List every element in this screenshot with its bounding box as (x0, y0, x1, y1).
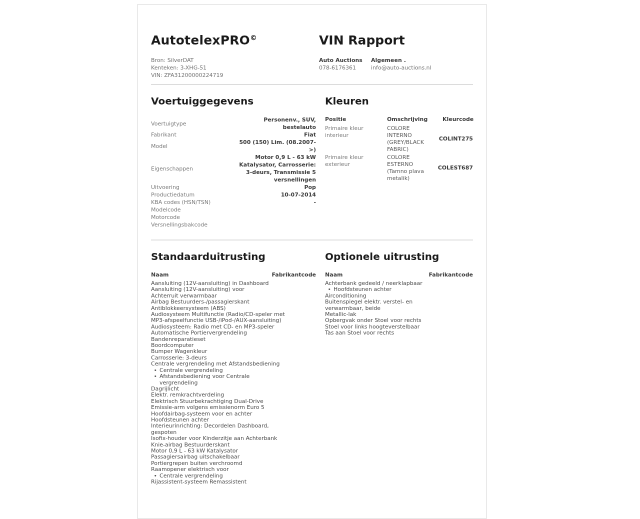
standard-code-header: Fabrikantcode (271, 271, 316, 278)
equipment-name: Hoofdairbag-systeem voor en achter (151, 410, 253, 417)
vehicle-field-row (151, 184, 316, 192)
equipment-name: Opbergvak onder Stoel voor rechts (325, 317, 422, 324)
meta-license-plate: Kenteken: 3-XHG-51 (151, 64, 207, 71)
color-table-row (325, 154, 473, 182)
color-table-body (325, 125, 473, 182)
equipment-item (151, 312, 316, 324)
equipment-name: Airconditioning (325, 292, 367, 299)
field-label: Versnellingsbakcode (151, 221, 208, 228)
equipment-item (325, 330, 473, 336)
field-label: Voertuigtype (151, 120, 187, 127)
vehicle-data-section (151, 95, 316, 229)
field-value: Motor 0,9 L - 63 kW Katalysator, Carrosserie: 3-deurs, Transmissie 5 versnellingen (239, 154, 316, 183)
optional-name-header: Naam (325, 271, 343, 278)
equipment-name: Automatische Portiervergrendeling (151, 329, 247, 337)
equipment-sub-text: Afstandsbediening voor Centrale vergrendeling (159, 373, 250, 386)
vehicle-field-row (151, 131, 316, 139)
equipment-name: Portiergrepen buiten verchroomd (151, 459, 243, 467)
equipment-name: Buitenspiegel elektr. verstel- en verwarmbaar, beide (325, 298, 413, 312)
standard-equipment-section (151, 251, 316, 486)
report-header (151, 33, 473, 79)
brand-logo-text (151, 33, 319, 48)
equipment-name: Boordcomputer (151, 342, 194, 349)
equipment-name: Antiblokkeersysteem (ABS) (151, 304, 226, 312)
field-value: Fiat (304, 131, 316, 138)
field-value: Pop (304, 184, 316, 191)
field-label: Eigenschappen (151, 165, 193, 172)
equipment-name: Dagrijlicht (151, 385, 180, 392)
equipment-name: Hoofdsteunen achter (151, 416, 209, 423)
equipment-item (151, 467, 316, 479)
color-table-header (325, 116, 473, 123)
contact-department: Algemeen . (371, 57, 406, 64)
color-description: COLORE ESTERNO (Tamno plava metalik) (387, 154, 424, 182)
vehicle-field-row (151, 214, 316, 222)
vehicle-field-row (151, 154, 316, 184)
contact-email: info@auto-auctions.nl (371, 64, 432, 71)
contact-phone: 078-6176361 (319, 64, 356, 71)
equipment-name: Isofix-houder voor Kinderzitje aan Achterbank (151, 435, 278, 442)
equipment-name: Elektr. remkrachtverdeling (151, 391, 225, 399)
bullet-icon: • (153, 373, 157, 380)
equipment-name: Achterruit verwarmbaar (151, 292, 217, 299)
equipment-name: Centrale vergrendeling met Afstandsbediening (151, 360, 280, 368)
vehicle-field-row (151, 199, 316, 207)
bullet-icon: • (153, 472, 157, 479)
header-divider (151, 84, 473, 85)
vehicle-section-title: Voertuiggegevens (151, 95, 254, 107)
report-title: VIN Rapport (319, 33, 405, 48)
equipment-name: Carrosserie: 3-deurs (151, 354, 207, 361)
header-right (319, 33, 473, 79)
equipment-name: Airbag Bestuurders-/passagierskant (151, 298, 250, 306)
header-left (151, 33, 319, 79)
color-header-code: Kleurcode (442, 116, 474, 123)
equipment-name: Interieurinrichting: Decordelen Dashboard, gespoten (151, 422, 269, 436)
field-label: Uitvoering (151, 184, 180, 191)
equipment-name: Motor 0,9 L - 63 kW Katalysator (151, 447, 239, 454)
color-description: COLORE INTERNO (GREY/BLACK FABRIC) (387, 125, 424, 153)
report-page (137, 4, 487, 519)
optional-equipment-list (325, 281, 473, 337)
equipment-item (325, 281, 473, 293)
color-code: COLEST687 (437, 164, 473, 171)
color-code: COLINT275 (438, 135, 473, 142)
equipment-sub-text: Hoofdsteunen achter (333, 286, 392, 293)
equipment-name: Passagiersairbag uitschakelbaar (151, 453, 240, 461)
field-label: Modelcode (151, 206, 181, 213)
field-label: KBA codes (HSN/TSN) (151, 199, 211, 206)
color-header-description: Omschrijving (387, 116, 428, 123)
equipment-name: Raamopener elektrisch voor (151, 466, 229, 473)
equipment-name: Aansluiting (12V-aansluiting) in Dashboard (151, 280, 269, 287)
equipment-name: Audiosysteem: Radio met CD- en MP3-speler (151, 323, 275, 330)
equipment-item (325, 299, 473, 311)
equipment-sub-text: Centrale vergrendeling (159, 472, 223, 479)
vehicle-field-row (151, 206, 316, 214)
meta-source: Bron: SilverDAT (151, 57, 194, 64)
vehicle-meta (151, 57, 319, 80)
vehicle-field-row (151, 139, 316, 154)
standard-equipment-list (151, 281, 316, 486)
equipment-name: Knie-airbag Bestuurderskant (151, 441, 230, 448)
equipment-columns (151, 251, 473, 486)
equipment-name: Stoel voor links hoogteverstelbaar (325, 323, 420, 330)
equipment-name: Bandenreparatieset (151, 335, 206, 343)
standard-list-header (151, 272, 316, 279)
contact-company-col (319, 57, 371, 72)
equipment-name: Aansluiting (12V-aansluiting) voor (151, 286, 245, 293)
equipment-name: Bumper Wagenkleur (151, 348, 208, 355)
colors-section (325, 95, 473, 229)
contact-dept-col (371, 57, 431, 72)
bullet-icon: • (327, 286, 331, 293)
contact-block (319, 57, 473, 72)
copyright-mark: © (250, 33, 258, 42)
optional-code-header: Fabrikantcode (428, 271, 473, 278)
color-table-row (325, 125, 473, 153)
meta-vin: VIN: ZFA31200000224719 (151, 72, 224, 79)
field-label: Model (151, 142, 168, 150)
upper-columns (151, 95, 473, 229)
colors-section-title: Kleuren (325, 95, 369, 107)
standard-name-header: Naam (151, 271, 169, 278)
vehicle-field-row (151, 221, 316, 229)
color-position: Primaire kleur interieur (325, 125, 364, 139)
field-label: Fabrikant (151, 131, 177, 138)
equipment-name: Audiosysteem Multifunctie (Radio/CD-speler met MP3-afspeelfunctie USB-/iPod-/AUX-aansluiting) (151, 311, 285, 324)
field-value: 10-07-2014 (280, 191, 316, 198)
equipment-sub-text: Centrale vergrendeling (159, 366, 223, 374)
optional-list-header (325, 272, 473, 279)
equipment-item (151, 361, 316, 386)
field-value: - (313, 199, 316, 206)
equipment-name: Emissie-arm volgens emissienorm Euro 5 (151, 404, 265, 411)
optional-section-title: Optionele uitrusting (325, 250, 440, 263)
equipment-name: Elektrisch Stuurbekrachtiging Dual-Drive (151, 397, 264, 405)
field-value: Personenv., SUV, bestelauto (263, 116, 316, 131)
vehicle-field-row (151, 191, 316, 199)
equipment-sub-item (151, 374, 281, 386)
field-value: 500 (150) Lim. (08.2007->) (239, 139, 316, 153)
vehicle-field-row (151, 116, 316, 131)
bullet-icon: • (153, 366, 157, 374)
section-divider (151, 240, 473, 241)
equipment-name: Rijassistent-systeem Remassistent (151, 478, 247, 485)
vehicle-fields (151, 116, 316, 229)
equipment-name: Tas aan Stoel voor rechts (325, 329, 395, 337)
equipment-name: Achterbank gedeeld / neerklapbaar (325, 280, 423, 287)
brand-name: AutotelexPRO (151, 33, 251, 48)
contact-company: Auto Auctions (319, 57, 363, 64)
field-label: Motorcode (151, 214, 181, 221)
color-header-position: Positie (325, 116, 347, 123)
equipment-name: Metallic-lak (325, 311, 357, 318)
field-label: Productiedatum (151, 191, 195, 198)
standard-section-title: Standaarduitrusting (151, 250, 266, 263)
color-position: Primaire kleur exterieur (325, 154, 364, 168)
optional-equipment-section (325, 251, 473, 486)
equipment-item (151, 423, 316, 435)
